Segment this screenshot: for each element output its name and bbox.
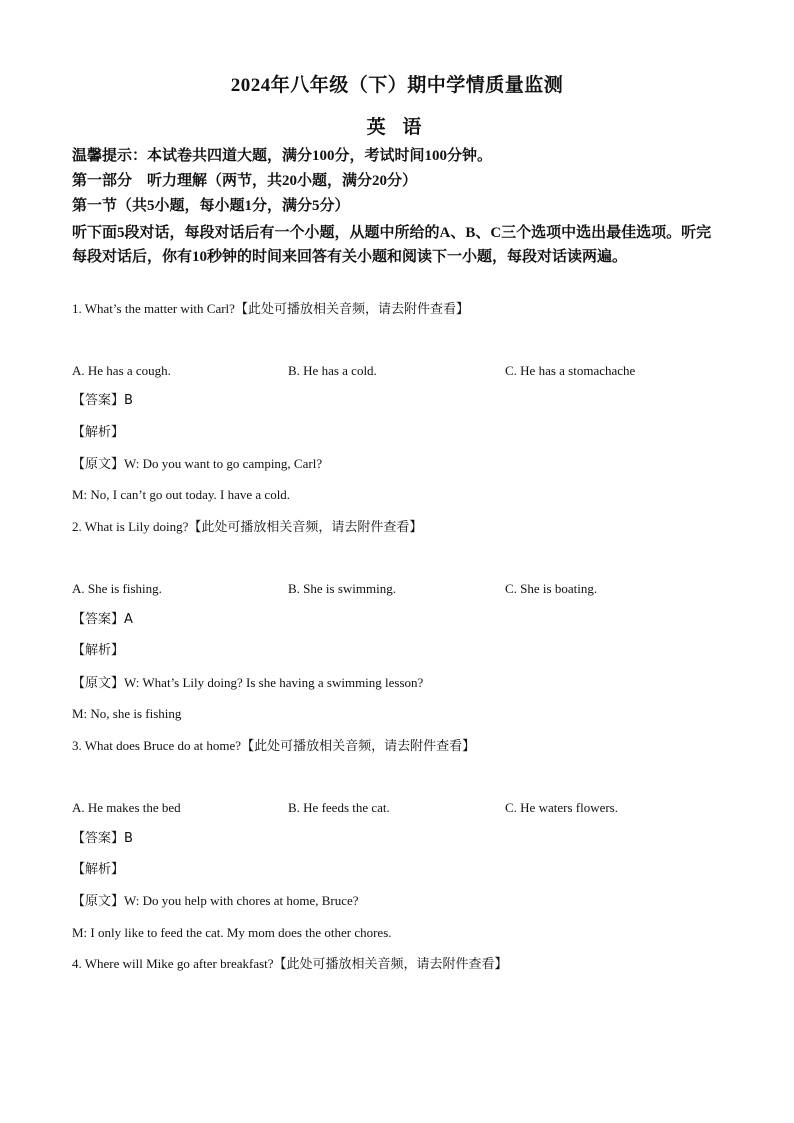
exam-intro <box>72 146 722 269</box>
transcript-line: 【原文】W: Do you want to go camping, Carl? <box>72 456 323 471</box>
option-c: C. He waters flowers. <box>505 800 618 815</box>
tip-line: 温馨提示：本试卷共四道大题，满分100分，考试时间100分钟。 <box>72 148 493 164</box>
answer-label: 【答案】A <box>72 612 133 627</box>
transcript-line: 【原文】W: Do you help with chores at home, Bruce? <box>72 893 359 908</box>
option-b: B. He feeds the cat. <box>288 800 390 815</box>
question-stem: 1. What’s the matter with Carl?【此处可播放相关音频，请去附件查看】 <box>72 301 469 316</box>
answer-label: 【答案】B <box>72 831 133 846</box>
transcript-reply: M: No, she is fishing <box>72 706 182 721</box>
analysis-label: 【解析】 <box>72 862 125 877</box>
transcript-reply: M: I only like to feed the cat. My mom does the other chores. <box>72 925 392 940</box>
analysis-label: 【解析】 <box>72 425 125 440</box>
option-a: A. He has a cough. <box>72 363 171 378</box>
subject-title: 英 语 <box>366 117 428 138</box>
question-stem: 3. What does Bruce do at home?【此处可播放相关音频，请去附件查看】 <box>72 738 476 753</box>
option-b: B. He has a cold. <box>288 363 377 378</box>
part-heading: 第一部分 听力理解（两节，共20小题，满分20分） <box>72 173 418 189</box>
option-c: C. He has a stomachache <box>505 363 636 378</box>
answer-label: 【答案】B <box>72 393 133 408</box>
option-a: A. She is fishing. <box>72 581 162 596</box>
exam-title: 2024年八年级（下）期中学情质量监测 <box>230 75 564 96</box>
transcript-line: 【原文】W: What’s Lily doing? Is she having a swimming lesson? <box>72 675 424 690</box>
option-a: A. He makes the bed <box>72 800 181 815</box>
analysis-label: 【解析】 <box>72 643 125 658</box>
transcript-reply: M: No, I can’t go out today. I have a cold. <box>72 487 291 502</box>
listening-instructions: 听下面5段对话，每段对话后有一个小题，从题中所给的A、B、C三个选项中选出最佳选项。听完每段对话后，你有10秒钟的时间来回答有关小题和阅读下一小题，每段对话读两遍。 <box>72 225 712 265</box>
option-c: C. She is boating. <box>505 581 598 596</box>
section-heading: 第一节（共5小题，每小题1分，满分5分） <box>72 198 350 214</box>
option-b: B. She is swimming. <box>288 581 396 596</box>
question-stem: 2. What is Lily doing?【此处可播放相关音频，请去附件查看】 <box>72 519 423 534</box>
question-stem: 4. Where will Mike go after breakfast?【此处可播放相关音频，请去附件查看】 <box>72 956 508 971</box>
